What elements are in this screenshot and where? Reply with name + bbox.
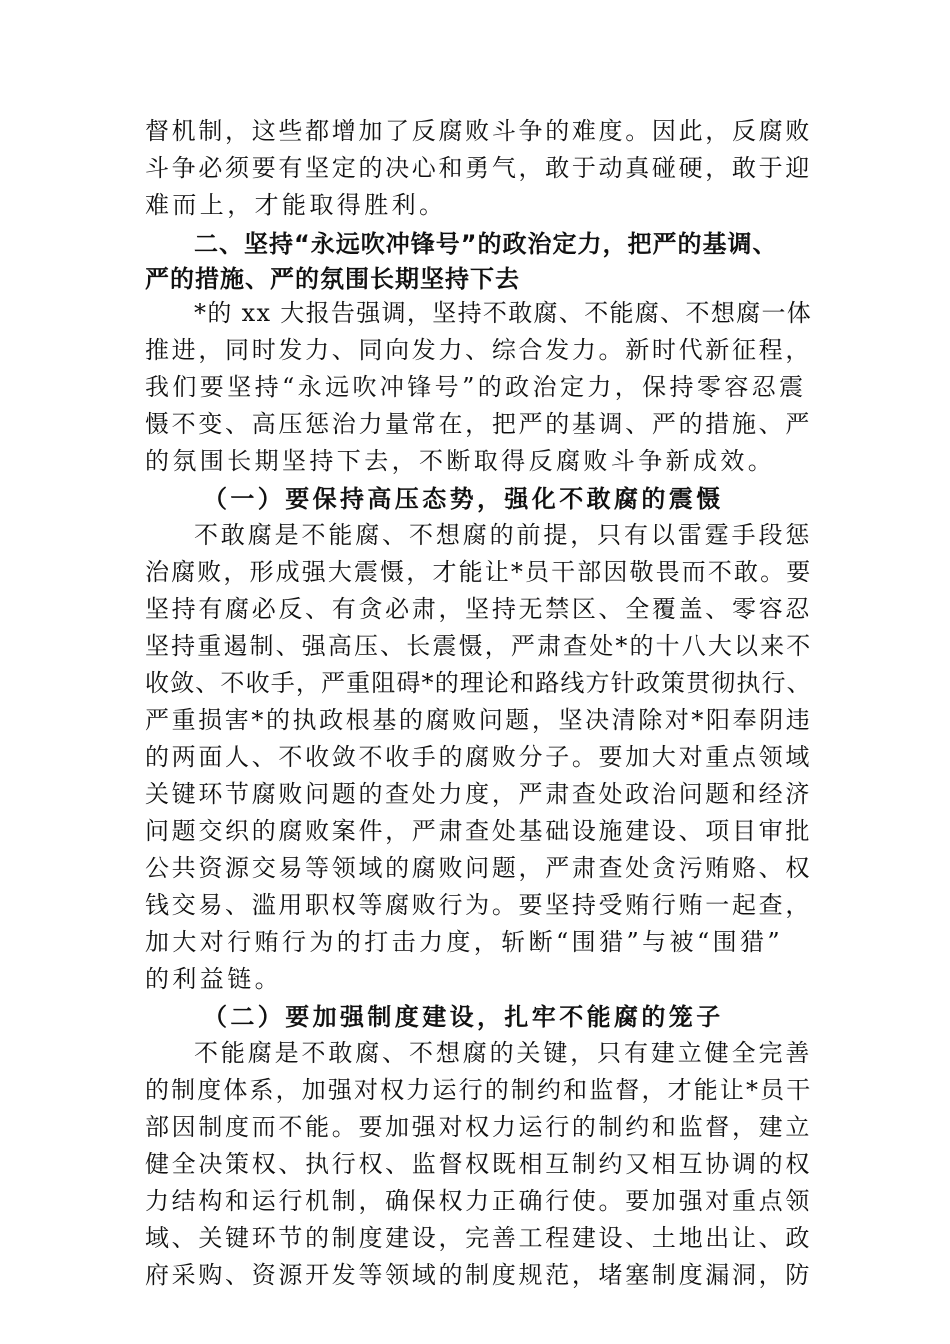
- body-text-line: 坚持重遏制、强高压、长震慑，严肃查处*的十八大以来不: [145, 632, 813, 660]
- body-text-line: 公共资源交易等领域的腐败问题，严肃查处贪污贿赂、权: [145, 854, 812, 882]
- body-text-line: 难而上，才能取得胜利。: [145, 191, 447, 219]
- body-text-line: 的制度体系，加强对权力运行的制约和监督，才能让*员干: [145, 1076, 813, 1104]
- body-text-line: 问题交织的腐败案件，严肃查处基础设施建设、项目审批: [145, 817, 812, 845]
- subsection-heading: （一）要保持高压态势，强化不敢腐的震慑: [203, 484, 724, 513]
- section-heading: 二、坚持“永远吹冲锋号”的政治定力，把严的基调、: [194, 230, 778, 258]
- body-text-line: 慑不变、高压惩治力量常在，把严的基调、严的措施、严: [145, 410, 812, 438]
- body-text-line: 收敛、不收手，严重阻碍*的理论和路线方针政策贯彻执行、: [145, 669, 812, 697]
- body-text-line: 斗争必须要有坚定的决心和勇气，敢于动真碰硬，敢于迎: [145, 154, 812, 182]
- body-text-line: 健全决策权、执行权、监督权既相互制约又相互协调的权: [145, 1150, 812, 1178]
- body-text-line: *的 xx 大报告强调，坚持不敢腐、不能腐、不想腐一体: [194, 299, 813, 327]
- body-text-line: 力结构和运行机制，确保权力正确行使。要加强对重点领: [145, 1187, 812, 1215]
- body-text-line: 加大对行贿行为的打击力度，斩断“围猎”与被“围猎”: [145, 928, 784, 956]
- body-text-line: 不敢腐是不能腐、不想腐的前提，只有以雷霆手段惩: [194, 521, 813, 549]
- subsection-heading: （二）要加强制度建设，扎牢不能腐的笼子: [203, 1002, 724, 1031]
- body-text-line: 的氛围长期坚持下去，不断取得反腐败斗争新成效。: [145, 447, 776, 475]
- body-text-line: 我们要坚持“永远吹冲锋号”的政治定力，保持零容忍震: [145, 373, 807, 401]
- body-text-line: 的两面人、不收敛不收手的腐败分子。要加大对重点领域: [145, 743, 812, 771]
- body-text-line: 域、关键环节的制度建设，完善工程建设、土地出让、政: [145, 1224, 812, 1252]
- body-text-line: 严重损害*的执政根基的腐败问题，坚决清除对*阳奉阴违: [145, 706, 813, 734]
- body-text-line: 治腐败，形成强大震慑，才能让*员干部因敬畏而不敢。要: [145, 558, 813, 586]
- section-heading: 严的措施、严的氛围长期坚持下去: [145, 265, 520, 293]
- body-text-line: 不能腐是不敢腐、不想腐的关键，只有建立健全完善: [194, 1039, 813, 1067]
- body-text-line: 推进，同时发力、同向发力、综合发力。新时代新征程，: [145, 336, 812, 364]
- body-text-line: 府采购、资源开发等领域的制度规范，堵塞制度漏洞，防: [145, 1261, 812, 1289]
- body-text-line: 关键环节腐败问题的查处力度，严肃查处政治问题和经济: [145, 780, 812, 808]
- body-text-line: 部因制度而不能。要加强对权力运行的制约和监督，建立: [145, 1113, 812, 1141]
- body-text-line: 的利益链。: [145, 965, 282, 993]
- body-text-line: 督机制，这些都增加了反腐败斗争的难度。因此，反腐败: [145, 117, 812, 145]
- body-text-line: 钱交易、滥用职权等腐败行为。要坚持受贿行贿一起查，: [145, 891, 812, 919]
- body-text-line: 坚持有腐必反、有贪必肃，坚持无禁区、全覆盖、零容忍: [145, 595, 812, 623]
